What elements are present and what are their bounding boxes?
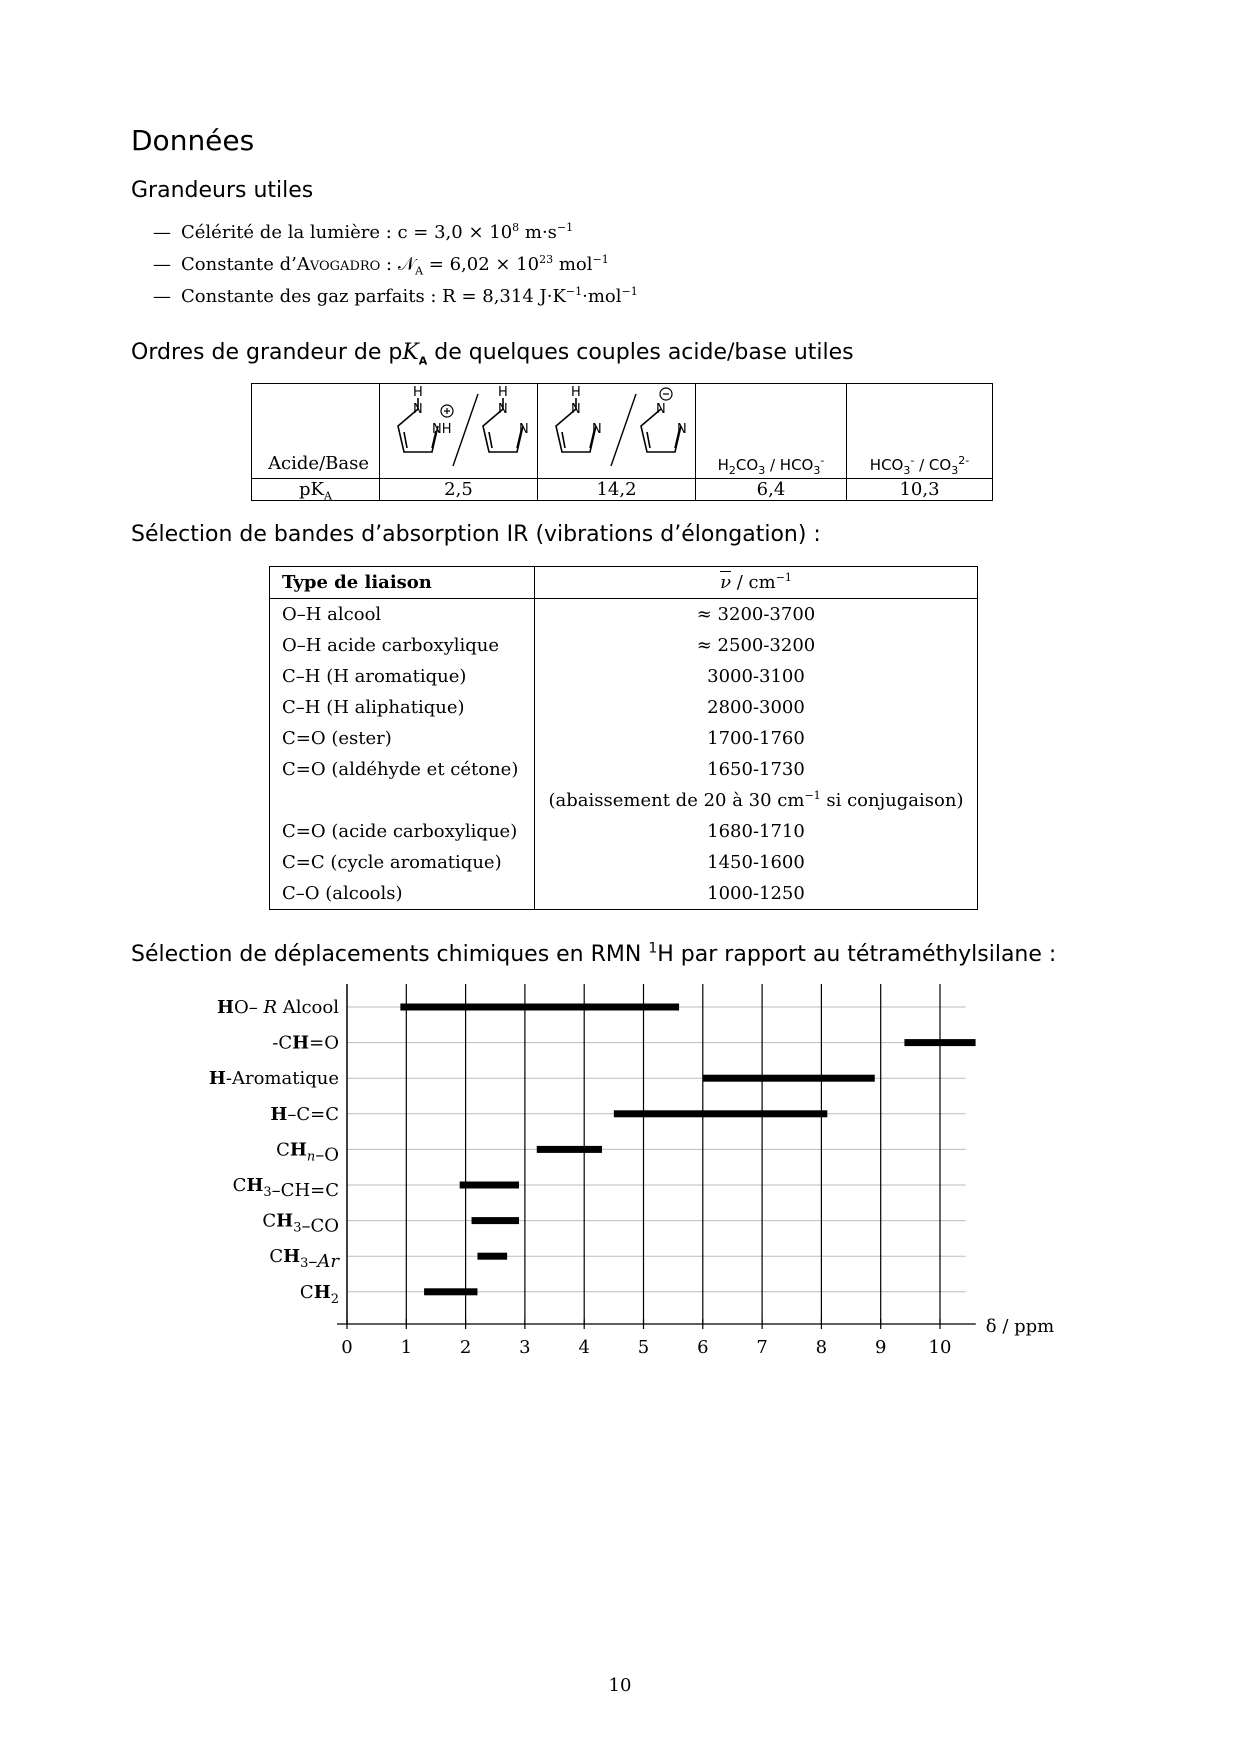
x-tick-label: 4: [578, 1337, 590, 1358]
ir-bond: O–H acide carboxylique: [270, 630, 535, 661]
range-bar: [904, 1039, 975, 1046]
svg-text:H: H: [413, 385, 423, 400]
pka-value: 6,4: [696, 479, 847, 501]
ir-bond: C–O (alcools): [270, 878, 535, 910]
ir-bond: C–H (H aromatique): [270, 661, 535, 692]
row-label: H-Aromatique: [208, 1068, 339, 1090]
pka-value: 10,3: [847, 479, 993, 501]
row-label: $CH_2$: [299, 1281, 339, 1307]
list-item-light-speed: — Célérité de la lumière : $c = 3,0 \times 10^8$ $m\cdot s^{-1}$: [153, 221, 574, 243]
ir-header-wavenumber: $\overline{\nu} / cm^{-1}$: [535, 567, 978, 599]
row-label: H–C=C: [270, 1103, 339, 1125]
ir-bond: O–H alcool: [270, 599, 535, 631]
ir-range: 1700-1760: [535, 723, 978, 754]
row-label: $CH_3-Ar$: [269, 1246, 339, 1273]
ir-range: 1650-1730: [535, 754, 978, 785]
ir-bond: C=O (acide carboxylique): [270, 816, 535, 847]
pka-row-label: $pK_A$: [252, 479, 380, 501]
ir-range: 3000-3100: [535, 661, 978, 692]
svg-text:N: N: [677, 422, 687, 437]
svg-text:N: N: [519, 422, 529, 437]
section-heading-pka: Ordres de grandeur de $pK_A$ de quelques couples acide/base utiles: [131, 340, 854, 368]
range-bar: [400, 1004, 679, 1011]
svg-text:H: H: [498, 385, 508, 400]
row-label: -CH=O: [272, 1032, 339, 1054]
svg-text:N: N: [413, 402, 423, 417]
range-bar: [703, 1075, 875, 1082]
page-title: Données: [131, 124, 255, 157]
range-bar: [477, 1253, 507, 1260]
list-item-avogadro: — Constante d’Avogadro : 𝒩$_A$ = $6,02 \times 10^{23}$ mol$^{-1}$: [153, 253, 609, 278]
x-tick-label: 5: [637, 1337, 650, 1358]
row-label: HO– R Alcool: [216, 997, 339, 1018]
x-tick-label: 3: [519, 1337, 531, 1358]
range-bar: [614, 1110, 827, 1117]
svg-text:N: N: [656, 402, 666, 417]
ir-range: 2800-3000: [535, 692, 978, 723]
range-bar: [537, 1146, 602, 1153]
x-tick-label: 0: [341, 1337, 353, 1358]
x-tick-label: 2: [459, 1337, 472, 1358]
range-bar: [472, 1217, 519, 1224]
section-heading-constants: Grandeurs utiles: [131, 178, 314, 203]
list-item-gas-constant: — Constante des gaz parfaits : R = 8,314 $J\cdot K^{-1}\cdot mol^{-1}$: [153, 285, 638, 307]
ir-range: ≈ 3200-3700: [535, 599, 978, 631]
x-tick-label: 1: [400, 1337, 413, 1358]
x-tick-label: 9: [874, 1337, 887, 1358]
pka-value: 14,2: [538, 479, 696, 501]
svg-text:N: N: [592, 422, 602, 437]
ir-range-note: (abaissement de 20 à 30 $cm^{-1}$ si conjugaison): [535, 785, 978, 816]
couple-bicarbonate: $HCO_3^- / CO_3^{2-}$: [847, 384, 993, 479]
ir-range: 1680-1710: [535, 816, 978, 847]
pka-value: 2,5: [380, 479, 538, 501]
row-label: $CH_n-O$: [276, 1139, 339, 1166]
svg-text:N: N: [498, 402, 508, 417]
ir-range: 1450-1600: [535, 847, 978, 878]
ir-bond: C=O (aldéhyde et cétone): [270, 754, 535, 785]
row-label: $CH_3-CO$: [262, 1210, 339, 1237]
x-tick-label: 10: [928, 1337, 952, 1358]
ir-bond: C–H (H aliphatique): [270, 692, 535, 723]
couple-carbonic-acid: $H_2CO_3 / HCO_3^-$: [696, 384, 847, 479]
x-tick-label: 6: [697, 1337, 709, 1358]
x-tick-label: 7: [756, 1337, 768, 1358]
ir-bond: C=C (cycle aromatique): [270, 847, 535, 878]
range-bar: [460, 1182, 519, 1189]
svg-text:N: N: [571, 402, 581, 417]
ir-range: 1000-1250: [535, 878, 978, 910]
range-bar: [424, 1288, 477, 1295]
row-label: $CH_3-CH=C$: [232, 1175, 339, 1201]
section-heading-nmr: Sélection de déplacements chimiques en RMN $^1$H par rapport au tétraméthylsilane :: [131, 940, 1057, 967]
ir-range: ≈ 2500-3200: [535, 630, 978, 661]
x-tick-label: 8: [815, 1337, 828, 1358]
svg-text:H: H: [571, 385, 581, 400]
ir-header-bond: Type de liaison: [270, 567, 535, 599]
x-axis-label: δ / ppm: [985, 1316, 1055, 1337]
svg-text:NH: NH: [432, 422, 452, 437]
row-label: Acide/Base: [252, 384, 380, 479]
section-heading-ir: Sélection de bandes d’absorption IR (vibrations d’élongation) :: [131, 522, 821, 547]
page-number: 10: [608, 1675, 632, 1696]
ir-bond: C=O (ester): [270, 723, 535, 754]
